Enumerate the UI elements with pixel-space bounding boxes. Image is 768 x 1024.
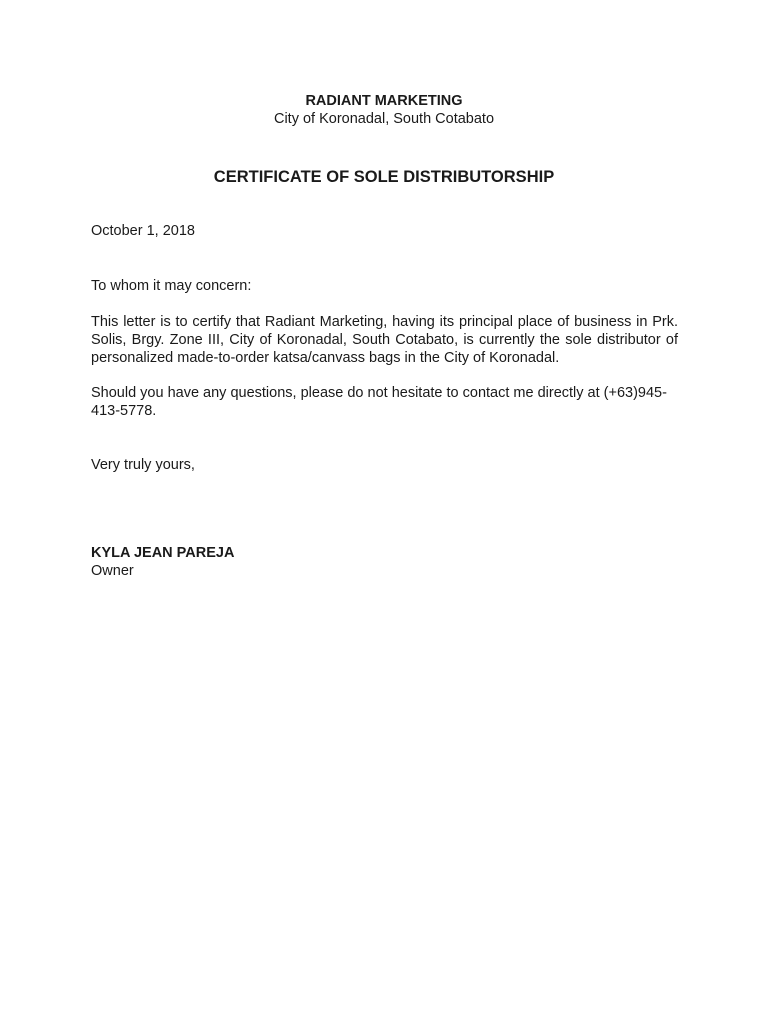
company-address: City of Koronadal, South Cotabato	[273, 111, 495, 127]
closing-line: Very truly yours,	[91, 457, 195, 473]
document-title: CERTIFICATE OF SOLE DISTRIBUTORSHIP	[213, 168, 555, 186]
letterhead	[0, 92, 768, 128]
signatory-title: Owner	[91, 563, 134, 579]
salutation: To whom it may concern:	[91, 278, 252, 294]
letter-date: October 1, 2018	[91, 223, 195, 239]
certification-paragraph: This letter is to certify that Radiant Marketing, having its principal place of business in Prk. Solis, Brgy. Zone III, City of Koronadal, South Cotabato, is currently the sole distributor of personalized made-to-order katsa/canvass bags in the City of Koronadal.	[91, 314, 678, 366]
signatory-name: KYLA JEAN PAREJA	[91, 545, 235, 561]
contact-paragraph: Should you have any questions, please do not hesitate to contact me directly at (+63)945-413-5778.	[91, 385, 667, 419]
company-name: RADIANT MARKETING	[305, 93, 463, 109]
